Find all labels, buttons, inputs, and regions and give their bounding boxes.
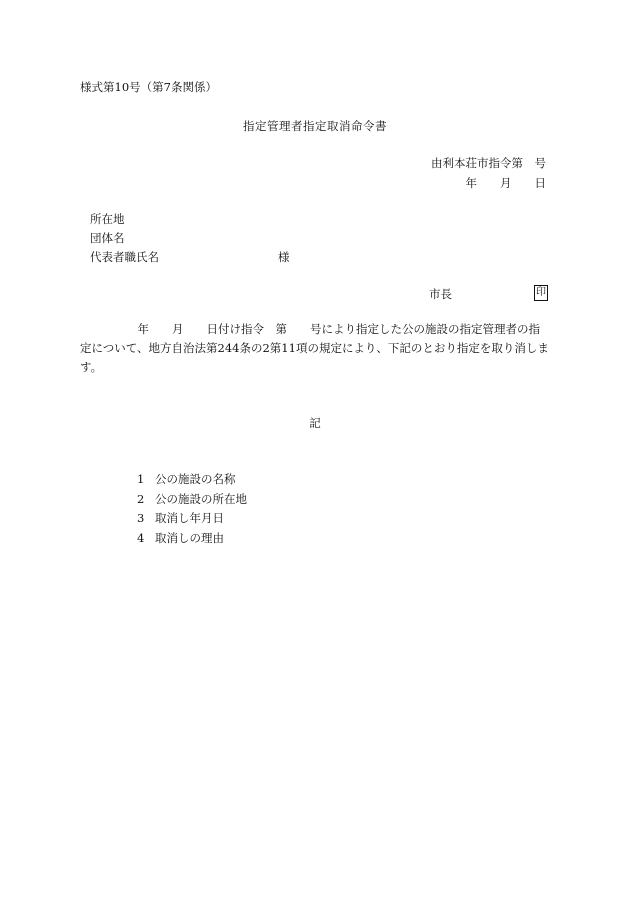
body-text: 年 月 日付け指令 第 号により指定した公の施設の指定管理者の指定について、地方自治法第244条の2第11項の規定により、下記のとおり指定を取り消します。 [80,322,549,374]
addressee-organization: 団体名 [90,231,125,245]
list-item [137,529,247,549]
list-item [137,470,247,490]
item-label: 公の施設の名称 [155,472,236,486]
seal-mark: 印 [534,285,548,301]
ki-heading: 記 [309,416,321,430]
order-date: 年 月 日 [465,176,546,190]
item-number: 3 [137,511,145,525]
form-number: 様式第10号（第7条関係） [80,80,217,94]
item-list [137,470,247,548]
item-label: 公の施設の所在地 [155,491,247,506]
honorific: 様 [278,250,290,264]
item-label: 取消し年月日 [155,511,224,525]
item-number: 4 [137,530,145,545]
document-title: 指定管理者指定取消命令書 [243,119,387,133]
item-label: 取消しの理由 [155,530,224,545]
addressee-representative: 代表者職氏名 [90,250,159,264]
item-number: 1 [137,472,145,486]
item-number: 2 [137,491,145,506]
list-item [137,490,247,510]
addressee-location: 所在地 [90,212,125,226]
order-number: 由利本荘市指令第 号 [431,156,546,170]
list-item [137,509,247,529]
issuer-title: 市長 [429,287,452,301]
